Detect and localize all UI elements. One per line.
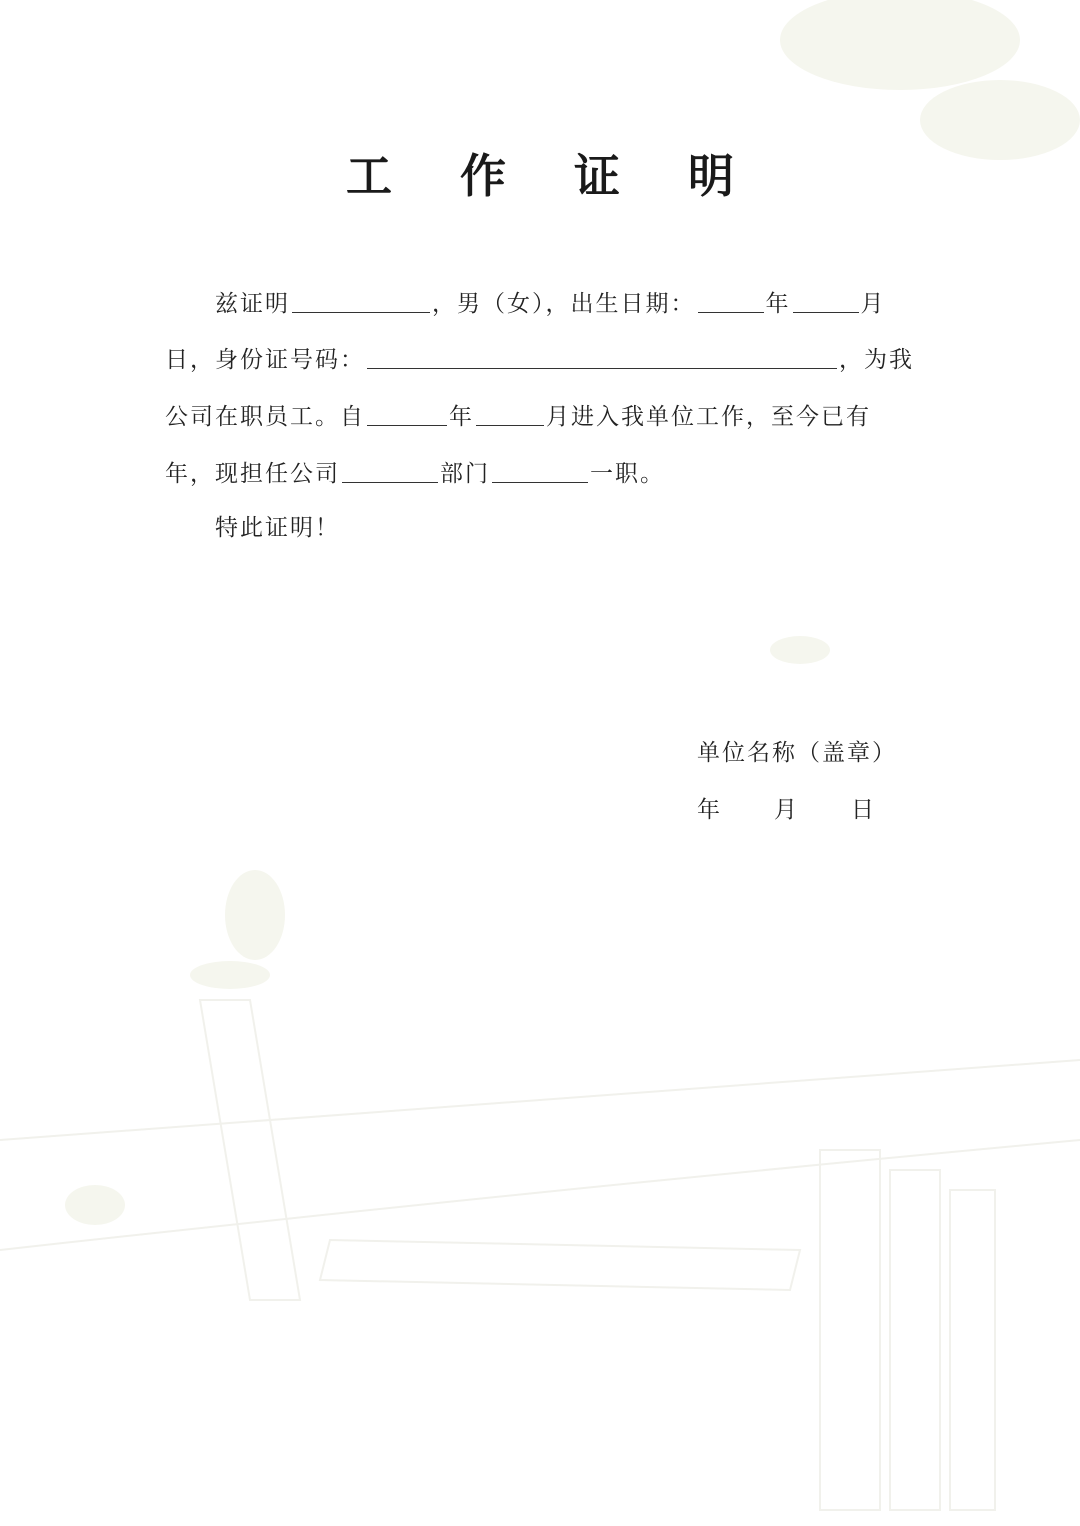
date-year-label: 年	[697, 797, 722, 823]
text-segment: 年	[449, 404, 474, 430]
text-segment: 年	[765, 291, 791, 317]
document-title: 工 作 证 明	[345, 149, 761, 203]
position-blank	[492, 452, 588, 483]
body-line-1	[165, 282, 917, 322]
body-line-4	[165, 452, 917, 492]
text-segment: 一职。	[590, 461, 665, 487]
birth-year-blank	[698, 282, 764, 313]
text-segment: ，为我	[839, 347, 914, 373]
name-blank	[292, 282, 430, 313]
signature-date	[697, 790, 876, 830]
department-blank	[342, 452, 438, 483]
text-segment: 月进入我单位工作，至今已有	[546, 404, 871, 430]
closing-text: 特此证明！	[215, 515, 340, 541]
text-segment: 兹证明	[215, 291, 290, 317]
text-segment: 部门	[440, 461, 490, 487]
birth-month-blank	[793, 282, 859, 313]
text-segment: 公司在职员工。自	[165, 404, 365, 430]
start-month-blank	[476, 395, 544, 426]
text-segment: 年，现担任公司	[165, 461, 340, 487]
text-segment: 日，身份证号码：	[165, 347, 365, 373]
closing-line	[165, 508, 917, 548]
unit-name-stamp-label: 单位名称（盖章）	[697, 740, 897, 766]
body-line-2	[165, 338, 917, 378]
text-segment: 月	[860, 291, 886, 317]
text-segment: ，男（女），出生日期：	[432, 291, 696, 317]
date-month-label: 月	[774, 797, 799, 823]
id-number-blank	[367, 338, 837, 369]
body-line-3	[165, 395, 917, 435]
date-day-label: 日	[851, 797, 876, 823]
start-year-blank	[367, 395, 447, 426]
